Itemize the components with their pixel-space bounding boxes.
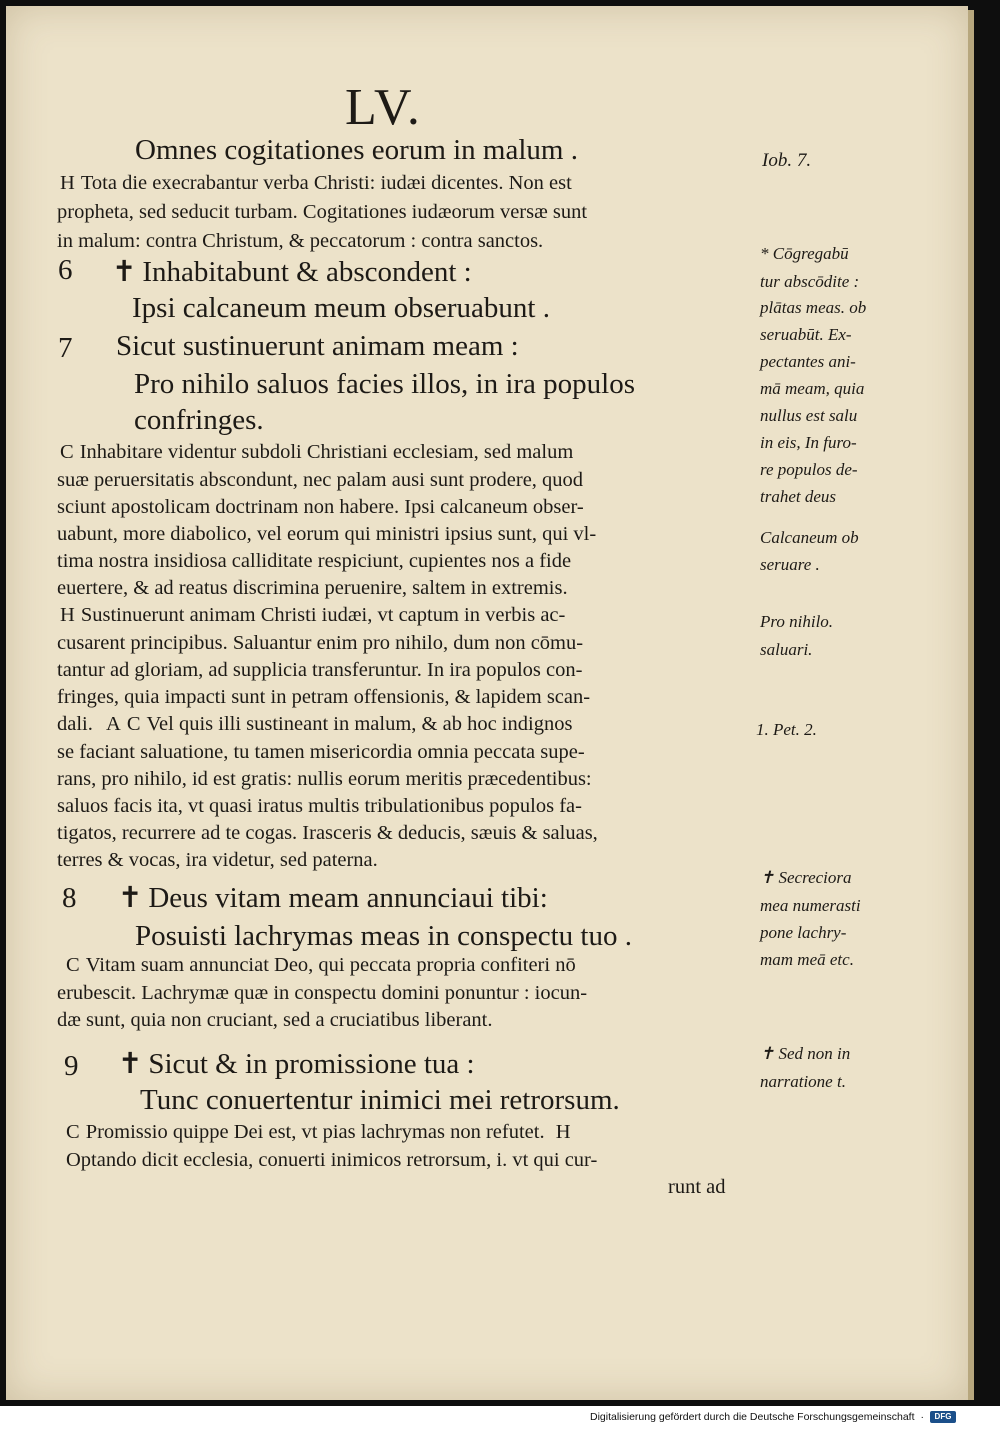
margin-note-1-line-9: re populos de- [760,460,858,479]
verse-number-8: 8 [62,882,77,914]
comment-2-line-6: euertere, & ad reatus discrimina peruenire, saltem in extremis. [57,577,568,599]
margin-ref-job: Iob. 7. [762,150,812,171]
comment-3-line-2: cusarent principibus. Saluantur enim pro nihilo, dum non cōmu- [57,632,584,654]
comment-5-line-2: Optando dicit ecclesia, conuerti inimicos retrorsum, i. vt qui cur- [66,1149,598,1171]
cross-icon: ✝ [118,882,143,914]
dfg-logo-icon: DFG [930,1411,956,1423]
margin-note-1-line-10: trahet deus [760,487,837,506]
comment-3-line-4: fringes, quia impacti sunt in petram offensionis, & lapidem scan- [57,686,591,708]
comment-2-line-5: tima nostra insidiosa calliditate respiciunt, cupientes nos a fide [57,550,572,572]
comment-3-line-1: H Sustinuerunt animam Christi iudæi, vt captum in verbis ac- [60,604,566,626]
margin-note-1-line-6: mā meam, quia [760,379,865,398]
margin-note-3-line-2: saluari. [760,640,813,659]
apostle-mark-icon: A [106,713,121,735]
comment-5-line-1: C Promissio quippe Dei est, vt pias lachrymas non refutet. H [66,1121,571,1143]
verse-number-9: 9 [64,1050,79,1082]
margin-note-4-line-2: mea numerasti [760,896,861,915]
comment-3-line-6: se faciant saluatione, tu tamen misericordia omnia peccata supe- [57,741,585,763]
verse-head: Omnes cogitationes eorum in malum . [135,134,578,166]
comment-mark-icon: C [60,441,74,463]
comment-3-line-8: saluos facis ita, vt quasi iratus multis tribulationibus populos fa- [57,795,582,817]
cross-icon: ✝ [112,256,137,288]
margin-note-4-line-1: ✝ Secreciora [760,868,852,887]
comment-2-line-1: C Inhabitare videntur subdoli Christiani ecclesiam, sed malum [60,441,574,463]
comment-1-line-3: in malum: contra Christum, & peccatorum : contra sanctos. [57,230,544,252]
comment-3-line-10: terres & vocas, ira videtur, sed paterna. [57,849,378,871]
footer-text: Digitalisierung gefördert durch die Deutsche Forschungsgemeinschaft [589,1411,915,1423]
note-mark-icon: * [760,244,769,263]
comment-4-line-1: C Vitam suam annunciat Deo, qui peccata propria confiteri nō [66,954,576,976]
margin-note-1-line-1: * Cōgregabū [760,244,849,263]
comment-3-line-5: dali. A C Vel quis illi sustineant in malum, & ab hoc indignos [57,713,573,735]
margin-note-4-line-3: pone lachry- [760,923,847,942]
verse-6-line-2: Ipsi calcaneum meum obseruabunt . [132,292,550,324]
verse-number-6: 6 [58,254,73,286]
margin-note-2-line-2: seruare . [760,555,820,574]
verse-7-line-3: confringes. [134,404,264,436]
margin-note-1-line-5: pectantes ani- [760,352,856,371]
verse-8-line-2: Posuisti lachrymas meas in conspectu tuo . [135,920,632,952]
verse-8-line-1: ✝ Deus vitam meam annunciaui tibi: [118,882,548,914]
margin-note-1-line-7: nullus est salu [760,406,858,425]
cross-icon: ✝ [760,868,775,887]
margin-note-3-line-1: Pro nihilo. [760,612,834,631]
cross-icon: ✝ [760,1044,775,1063]
margin-note-1-line-8: in eis, In furo- [760,433,857,452]
comment-4-line-2: erubescit. Lachrymæ quæ in conspectu domini ponuntur : iocun- [57,982,588,1004]
comment-3-line-7: rans, pro nihilo, id est gratis: nullis eorum meritis præcedentibus: [57,768,592,790]
hebrew-mark-icon: H [60,604,75,626]
margin-note-1-line-2: tur abscōdite : [760,272,860,291]
verse-7-line-1: Sicut sustinuerunt animam meam : [116,330,519,362]
folio-number: LV. [345,79,422,136]
comment-1-line-1: H Tota die execrabantur verba Christi: iudæi dicentes. Non est [60,172,572,194]
margin-note-2-line-1: Calcaneum ob [760,528,859,547]
comment-mark-icon: C [126,713,141,735]
comment-5-catchword: runt ad [668,1176,726,1198]
margin-note-5-line-1: ✝ Sed non in [760,1044,851,1063]
hebrew-mark-icon: H [60,172,75,194]
hebrew-mark-icon: H [555,1121,571,1143]
comment-2-line-3: sciunt apostolicam doctrinam non habere. Ipsi calcaneum obser- [57,496,584,518]
comment-3-line-9: tigatos, recurrere ad te cogas. Irasceris & deducis, sæuis & saluas, [57,822,598,844]
footer-credit [590,1411,956,1423]
verse-9-line-2: Tunc conuertentur inimici mei retrorsum. [140,1084,620,1116]
comment-2-line-2: suæ peruersitatis abscondunt, nec palam ausi sunt prodere, quod [57,469,584,491]
margin-note-4-line-4: mam meā etc. [760,950,854,969]
verse-9-line-1: ✝ Sicut & in promissione tua : [118,1048,475,1080]
verse-number-7: 7 [58,332,73,364]
comment-3-line-3: tantur ad gloriam, ad supplicia transferuntur. In ira populos con- [57,659,583,681]
comment-1-line-2: propheta, sed seducit turbam. Cogitationes iudæorum versæ sunt [57,201,588,223]
verse-7-line-2: Pro nihilo saluos facies illos, in ira populos [134,368,636,400]
footer-separator: · [920,1411,924,1423]
comment-2-line-4: uabunt, more diabolico, vel eorum qui ministri ipsius sunt, qui vl- [57,523,597,545]
margin-note-1-line-4: seruabūt. Ex- [760,325,852,344]
page-edge [968,10,974,1400]
margin-ref-peter: 1. Pet. 2. [756,720,817,739]
cross-icon: ✝ [118,1048,143,1080]
comment-mark-icon: C [66,954,80,976]
margin-note-1-line-3: plātas meas. ob [760,298,867,317]
comment-4-line-3: dæ sunt, quia non cruciant, sed a cruciatibus liberant. [57,1009,493,1031]
verse-6-line-1: ✝ Inhabitabunt & abscondent : [112,256,472,288]
comment-mark-icon: C [66,1121,80,1143]
margin-note-5-line-2: narratione t. [760,1072,846,1091]
